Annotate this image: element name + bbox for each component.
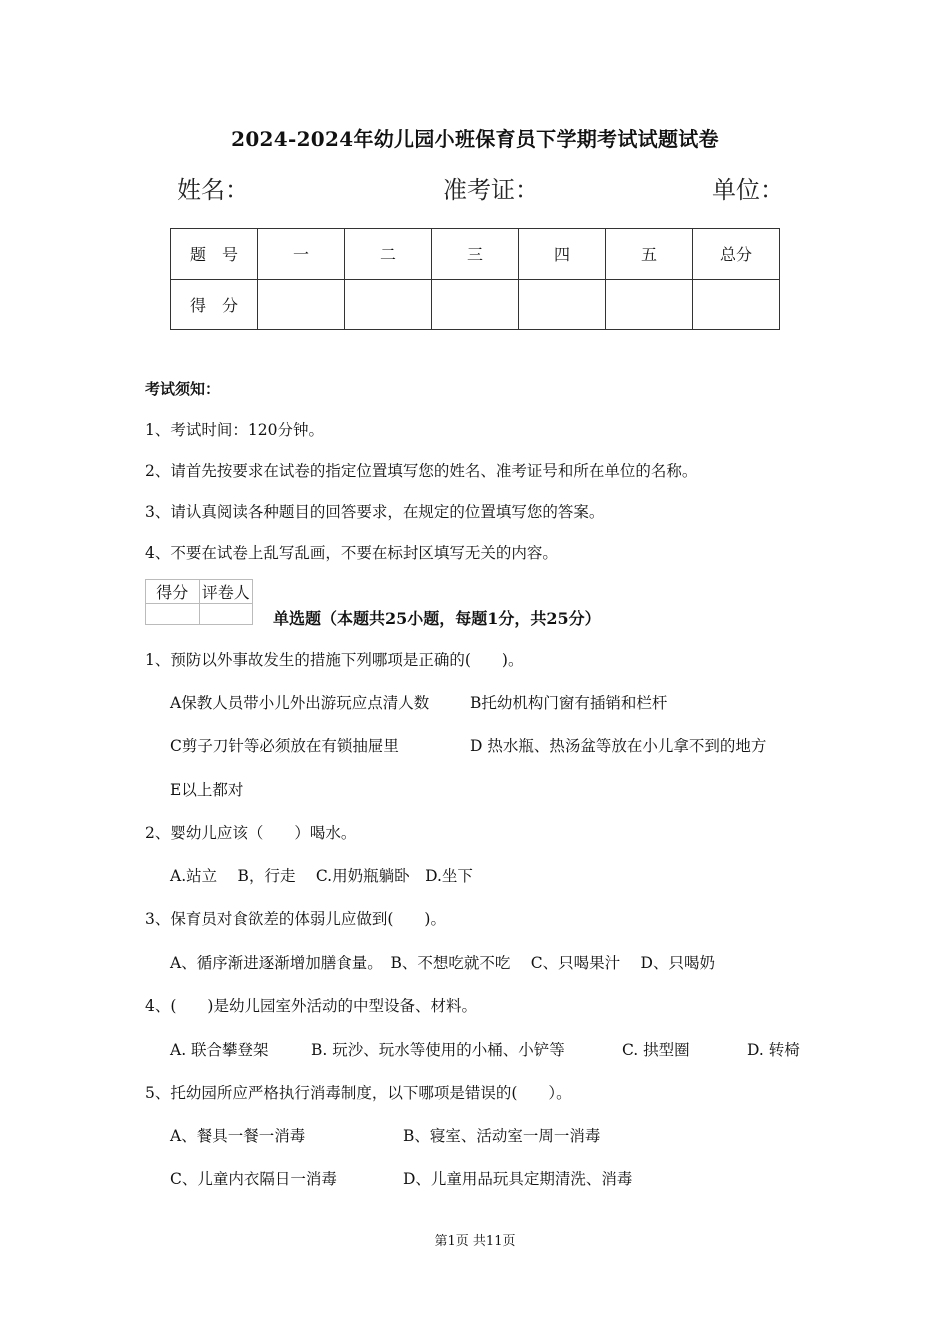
unit-label: 单位：: [712, 176, 784, 204]
exam-id-label: 准考证：: [443, 176, 539, 204]
score-input-cell[interactable]: [519, 279, 606, 330]
option-d: D、儿童用品玩具定期清洗、消毒: [403, 1170, 633, 1188]
score-input-cell[interactable]: [693, 279, 780, 330]
option-d: D. 转椅: [747, 1041, 800, 1059]
score-row-label: 得 分: [171, 279, 258, 330]
option-b: B、寝室、活动室一周一消毒: [403, 1127, 601, 1145]
score-table-header-row: [171, 229, 780, 280]
question-options: A、循序渐进逐渐增加膳食量。 B、不想吃就不吃 C、只喝果汁 D、只喝奶: [170, 954, 715, 972]
notice-item: 2、请首先按要求在试卷的指定位置填写您的姓名、准考证号和所在单位的名称。: [145, 462, 698, 480]
score-table-cell: 一: [258, 229, 345, 280]
score-table-cell: 四: [519, 229, 606, 280]
score-table-cell: 三: [432, 229, 519, 280]
question-stem: 5、托幼园所应严格执行消毒制度，以下哪项是错误的( ）。: [145, 1084, 572, 1102]
grader-name-label: 评卷人: [199, 580, 253, 604]
option-c: C. 拱型圈: [622, 1041, 690, 1059]
question-stem: 3、保育员对食欲差的体弱儿应做到( )。: [145, 910, 446, 928]
grader-name-cell[interactable]: [199, 604, 253, 625]
option-c: C剪子刀针等必须放在有锁抽屉里: [170, 737, 399, 755]
grader-score-cell[interactable]: [146, 604, 200, 625]
option-d: D 热水瓶、热汤盆等放在小儿拿不到的地方: [470, 737, 767, 755]
grader-score-label: 得分: [146, 580, 200, 604]
option-c: C、儿童内衣隔日一消毒: [170, 1170, 337, 1188]
score-table-score-row: [171, 279, 780, 330]
score-table-cell: 五: [606, 229, 693, 280]
question-options: A.站立 B，行走 C.用奶瓶躺卧 D.坐下: [170, 867, 473, 885]
question-stem: 4、( )是幼儿园室外活动的中型设备、材料。: [145, 997, 477, 1015]
score-input-cell[interactable]: [432, 279, 519, 330]
name-label: 姓名：: [177, 176, 249, 204]
score-input-cell[interactable]: [606, 279, 693, 330]
notice-item: 4、不要在试卷上乱写乱画，不要在标封区填写无关的内容。: [145, 544, 558, 562]
option-b: B托幼机构门窗有插销和栏杆: [470, 694, 668, 712]
score-table-cell: 二: [345, 229, 432, 280]
option-b: B. 玩沙、玩水等使用的小桶、小铲等: [311, 1041, 565, 1059]
option-e: E以上都对: [170, 781, 244, 799]
score-table-cell: 总分: [693, 229, 780, 280]
option-a: A保教人员带小儿外出游玩应点清人数: [170, 694, 430, 712]
score-input-cell[interactable]: [258, 279, 345, 330]
score-table-cell: 题 号: [171, 229, 258, 280]
notice-heading: 考试须知：: [145, 380, 221, 398]
question-stem: 1、预防以外事故发生的措施下列哪项是正确的( )。: [145, 651, 524, 669]
score-input-cell[interactable]: [345, 279, 432, 330]
notice-item: 1、考试时间：120分钟。: [145, 421, 324, 439]
grader-box: [145, 579, 253, 625]
option-a: A、餐具一餐一消毒: [170, 1127, 306, 1145]
exam-title: 2024-2024年幼儿园小班保育员下学期考试试题试卷: [231, 127, 719, 151]
question-stem: 2、婴幼儿应该（ ）喝水。: [145, 824, 357, 842]
page-number: 第1页 共11页: [434, 1234, 516, 1249]
score-table: [170, 228, 780, 330]
section-title: 单选题（本题共25小题，每题1分，共25分）: [273, 609, 601, 628]
notice-item: 3、请认真阅读各种题目的回答要求，在规定的位置填写您的答案。: [145, 503, 605, 521]
option-a: A. 联合攀登架: [170, 1041, 269, 1059]
